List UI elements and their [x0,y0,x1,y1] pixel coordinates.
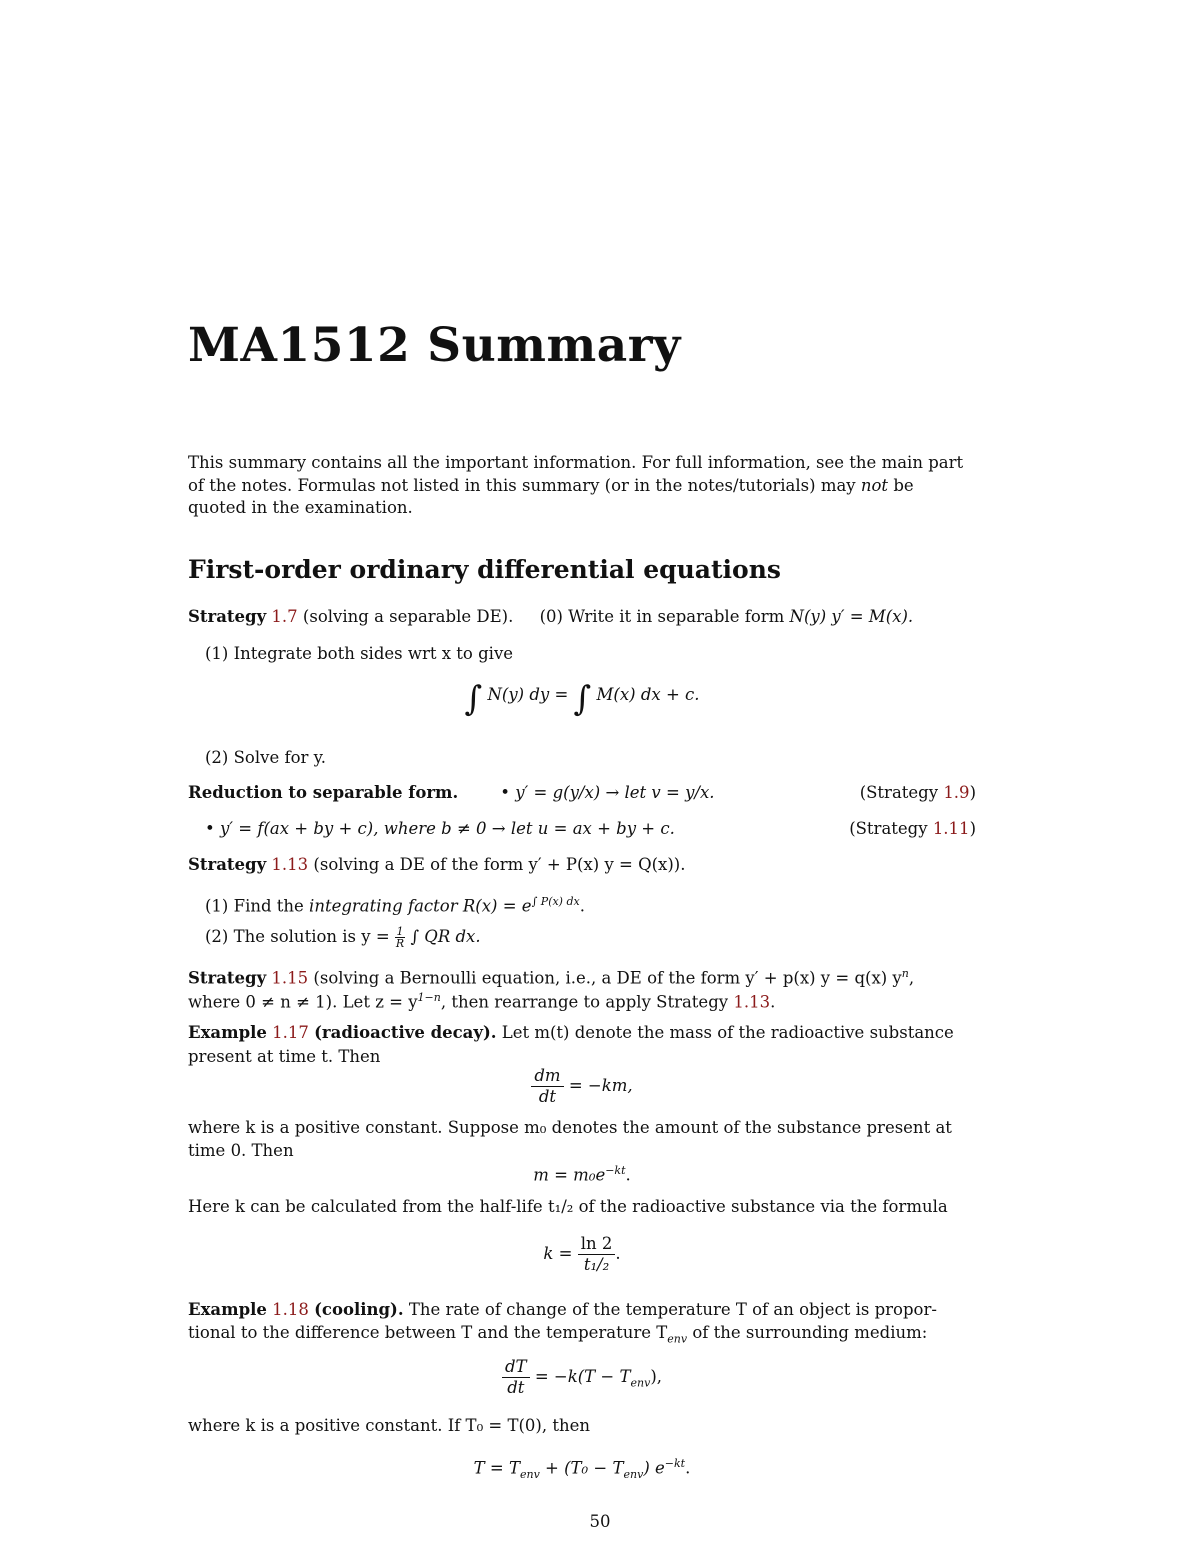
exponent: n [901,967,909,980]
cooling-line-2 [188,1322,976,1350]
cooling-text: of the surrounding medium: [687,1323,928,1342]
intro-emphasis: not [860,475,889,495]
equation-left: N(y) dy = [487,685,569,704]
example-text: Let m(t) denote the mass of the radioactive substance [501,1023,954,1042]
equation-lhs: k = [543,1244,573,1263]
reduction-item-1: • y′ = g(y/x) → let v = y/x. [500,783,715,802]
example-name: (radioactive decay). [314,1023,497,1042]
step-end: . [579,896,585,916]
linear-step-1 [205,891,976,918]
strategy-ref-link[interactable]: 1.11 [932,819,970,838]
fraction-denominator: dt [507,1378,525,1397]
strategy-ref-link[interactable]: 1.15 [271,968,309,988]
separable-step-2: (2) Solve for y. [205,748,327,767]
strategy-label: Strategy [188,607,267,626]
step-0-equation: N(y) y′ = M(x). [789,607,914,626]
section-heading: First-order ordinary differential equations [188,555,781,584]
strategy-ref-link[interactable]: 1.13 [733,992,771,1012]
decay-line-2: present at time t. Then [188,1047,381,1066]
step-0: (0) Write it in separable form [539,607,785,626]
fraction-numerator: dm [531,1066,563,1087]
linear-step-2 [205,926,976,949]
fraction-numerator: ln 2 [578,1234,616,1255]
decay-equation-1 [188,1066,976,1107]
bernoulli-line-2 [188,987,976,1014]
fraction [502,1357,530,1398]
period: . [615,1244,621,1263]
cooling-line-3: where k is a positive constant. If T₀ = T(0), then [188,1416,591,1435]
step-text: (2) The solution is y = [205,927,395,946]
strategy-bernoulli [188,963,976,990]
equation-right: M(x) dx + c. [596,685,700,704]
example-label: Example [188,1023,267,1042]
decay-equation-2 [188,1160,976,1187]
strategy-label: Strategy [188,968,267,988]
reduction-strategy-2 [849,818,976,840]
equation: + (T₀ − T [539,1458,624,1478]
strategy-text: (Strategy [849,819,933,838]
fraction [395,924,405,950]
example-ref-link[interactable]: 1.18 [272,1300,309,1319]
subscript: env [519,1467,540,1481]
decay-equation-3 [188,1234,976,1275]
fraction-denominator: R [395,936,405,950]
exponent: −kt [605,1164,626,1177]
strategy-ref-link[interactable]: 1.9 [943,783,970,802]
step-math: R(x) = e [457,896,532,916]
bernoulli-text: where 0 ≠ n ≠ 1). Let z = y [188,992,418,1012]
equation: m = m₀e [533,1165,606,1185]
intro-paragraph [188,452,976,520]
strategy-desc: (solving a Bernoulli equation, i.e., a DE of the form y′ + p(x) y = q(x) y [313,968,902,988]
separable-step-1: (1) Integrate both sides wrt x to give [205,644,514,663]
strategy-label: Strategy [188,855,267,874]
fraction-denominator: dt [538,1087,557,1106]
cooling-equation-2 [188,1453,976,1486]
equation: ) e [643,1458,665,1478]
decay-line-5: Here k can be calculated from the half-life t₁/₂ of the radioactive substance via the formula [188,1197,948,1216]
integral-sign: ∫ [573,679,592,719]
fraction-numerator: dT [502,1357,530,1378]
reduction-line-2 [205,818,976,840]
decay-line-4: time 0. Then [188,1141,294,1160]
close-paren: ) [969,819,976,838]
reduction-strategy-1 [860,782,976,804]
period: . [625,1165,631,1185]
example-label: Example [188,1300,267,1319]
equation-rhs: = −km, [568,1076,633,1095]
example-text: The rate of change of the temperature T of an object is propor- [408,1300,937,1319]
exponent: 1−n [417,991,441,1004]
example-cooling [188,1299,976,1321]
example-decay [188,1022,976,1044]
exponent: ∫ P(x) dx [531,895,580,908]
page-number: 50 [589,1512,611,1531]
fraction [531,1066,563,1107]
comma: , [908,968,915,988]
strategy-ref-link[interactable]: 1.13 [271,855,309,874]
cooling-equation-1 [188,1357,976,1398]
strategy-text: (Strategy [859,783,944,802]
equation: T = T [473,1458,520,1478]
page-title: MA1512 Summary [188,318,681,373]
cooling-text: tional to the difference between T and the temperature T [188,1323,668,1342]
subscript: env [630,1376,651,1390]
strategy-ref-link[interactable]: 1.7 [271,607,298,626]
equation-end: ), [650,1367,662,1386]
example-name: (cooling). [314,1300,404,1319]
separable-equation [188,679,976,719]
strategy-desc: (solving a separable DE). [302,607,514,626]
step-emphasis: integrating factor [309,896,458,916]
reduction-label: Reduction to separable form. [188,783,459,802]
decay-line-3: where k is a positive constant. Suppose m₀ denotes the amount of the substance present at [188,1118,952,1137]
strategy-separable [188,606,976,628]
bernoulli-text: , then rearrange to apply Strategy [440,992,734,1012]
reduction-line-1 [188,782,976,804]
equation-rhs: = −k(T − T [534,1367,631,1386]
step-math: ∫ QR dx. [405,927,481,946]
fraction-denominator: t₁/₂ [583,1255,610,1274]
period: . [770,992,776,1012]
intro-text: This summary contains all the important information. For full information, see the main part of the notes. Formulas not listed in this summary (or in the notes/tutorials) may [188,453,964,495]
subscript: env [667,1332,688,1346]
close-paren: ) [969,783,976,802]
fraction-numerator: 1 [396,924,404,938]
strategy-desc: (solving a DE of the form y′ + P(x) y = Q(x)). [313,855,686,874]
subscript: env [623,1467,644,1481]
strategy-linear [188,854,976,876]
exponent: −kt [664,1457,686,1470]
reduction-item-2: • y′ = f(ax + by + c), where b ≠ 0 → let u = ax + by + c. [205,819,675,838]
period: . [685,1458,691,1478]
intro-text-end: be quoted in the examination. [188,475,914,517]
step-text: (1) Find the [205,896,310,916]
fraction [578,1234,616,1275]
example-ref-link[interactable]: 1.17 [272,1023,309,1042]
integral-sign: ∫ [464,679,483,719]
